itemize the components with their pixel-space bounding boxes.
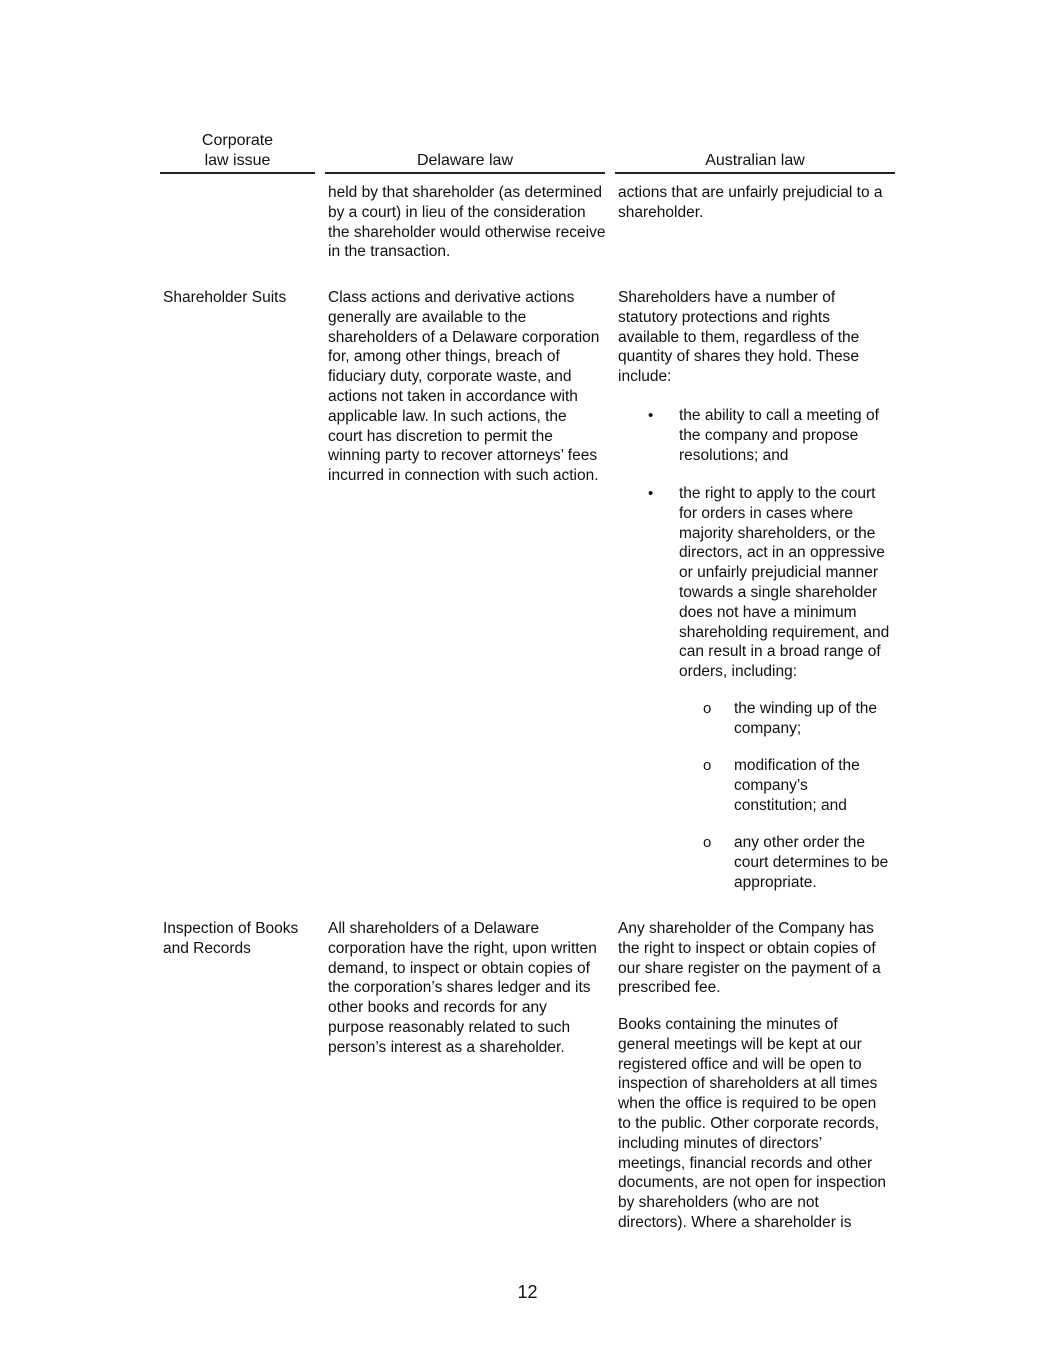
header-rule-col2 <box>325 172 605 174</box>
row2-delaware-cell: All shareholders of a Delaware corporation have the right, upon written demand, to inspect or obtain copies of the corporation’s shares ledger and its other books and records for any purpose reasonably related to such person’s interest as a shareholder. <box>328 920 597 1056</box>
header-col1-line2: law issue <box>204 152 271 169</box>
sub-bullet-text: modification of the company’s constitution; and <box>734 757 860 814</box>
row2-australia-para1: Any shareholder of the Company has the right to inspect or obtain copies of our share register on the payment of a prescribed fee. <box>618 920 881 997</box>
row0-australia-cell: actions that are unfairly prejudicial to a shareholder. <box>618 184 883 221</box>
header-corporate-law-issue <box>160 131 315 171</box>
row2-issue-cell: Inspection of Books and Records <box>163 920 299 957</box>
row1-delaware-cell: Class actions and derivative actions generally are available to the shareholders of a Delaware corporation for, among other things, breach of fiduciary duty, corporate waste, and actions not taken in accordance with applicable law. In such actions, the court has discretion to permit the winning party to recover attorneys’ fees incurred in connection with such action. <box>328 289 600 485</box>
row2-australia-para2: Books containing the minutes of general meetings will be kept at our registered office and will be open to inspection of shareholders at all times when the office is required to be open to the public. Other corporate records, including minutes of directors’ meetings, financial records and other documents, are not open for inspection by shareholders (who are not directors). Where a shareholder is <box>618 1016 886 1231</box>
sub-bullet-text: any other order the court determines to be appropriate. <box>734 834 889 891</box>
row1-issue-cell: Shareholder Suits <box>163 289 287 306</box>
header-delaware-law: Delaware law <box>416 152 514 169</box>
row0-delaware-cell: held by that shareholder (as determined by a court) in lieu of the consideration the shareholder would otherwise receive in the transaction. <box>328 184 606 261</box>
header-rule-col3 <box>615 172 895 174</box>
page-number: 12 <box>517 1282 538 1302</box>
header-australian-law: Australian law <box>705 152 805 169</box>
row1-australia-intro: Shareholders have a number of statutory protections and rights available to them, regardless of the quantity of shares they hold. These include: <box>618 289 860 386</box>
bullet-icon: • <box>648 485 654 502</box>
bullet-icon: • <box>648 407 654 424</box>
header-col1-line1: Corporate <box>201 132 274 149</box>
circle-bullet-icon: o <box>703 834 712 851</box>
circle-bullet-icon: o <box>703 700 712 717</box>
circle-bullet-icon: o <box>703 757 712 774</box>
bullet-text: the ability to call a meeting of the company and propose resolutions; and <box>679 407 879 464</box>
sub-bullet-text: the winding up of the company; <box>734 700 878 737</box>
header-rule-col1 <box>160 172 315 174</box>
bullet-text: the right to apply to the court for orders in cases where majority shareholders, or the directors, act in an oppressive or unfairly prejudicial manner towards a single shareholder does not have a minimum shareholding requirement, and can result in a broad range of orders, including: <box>679 485 890 681</box>
